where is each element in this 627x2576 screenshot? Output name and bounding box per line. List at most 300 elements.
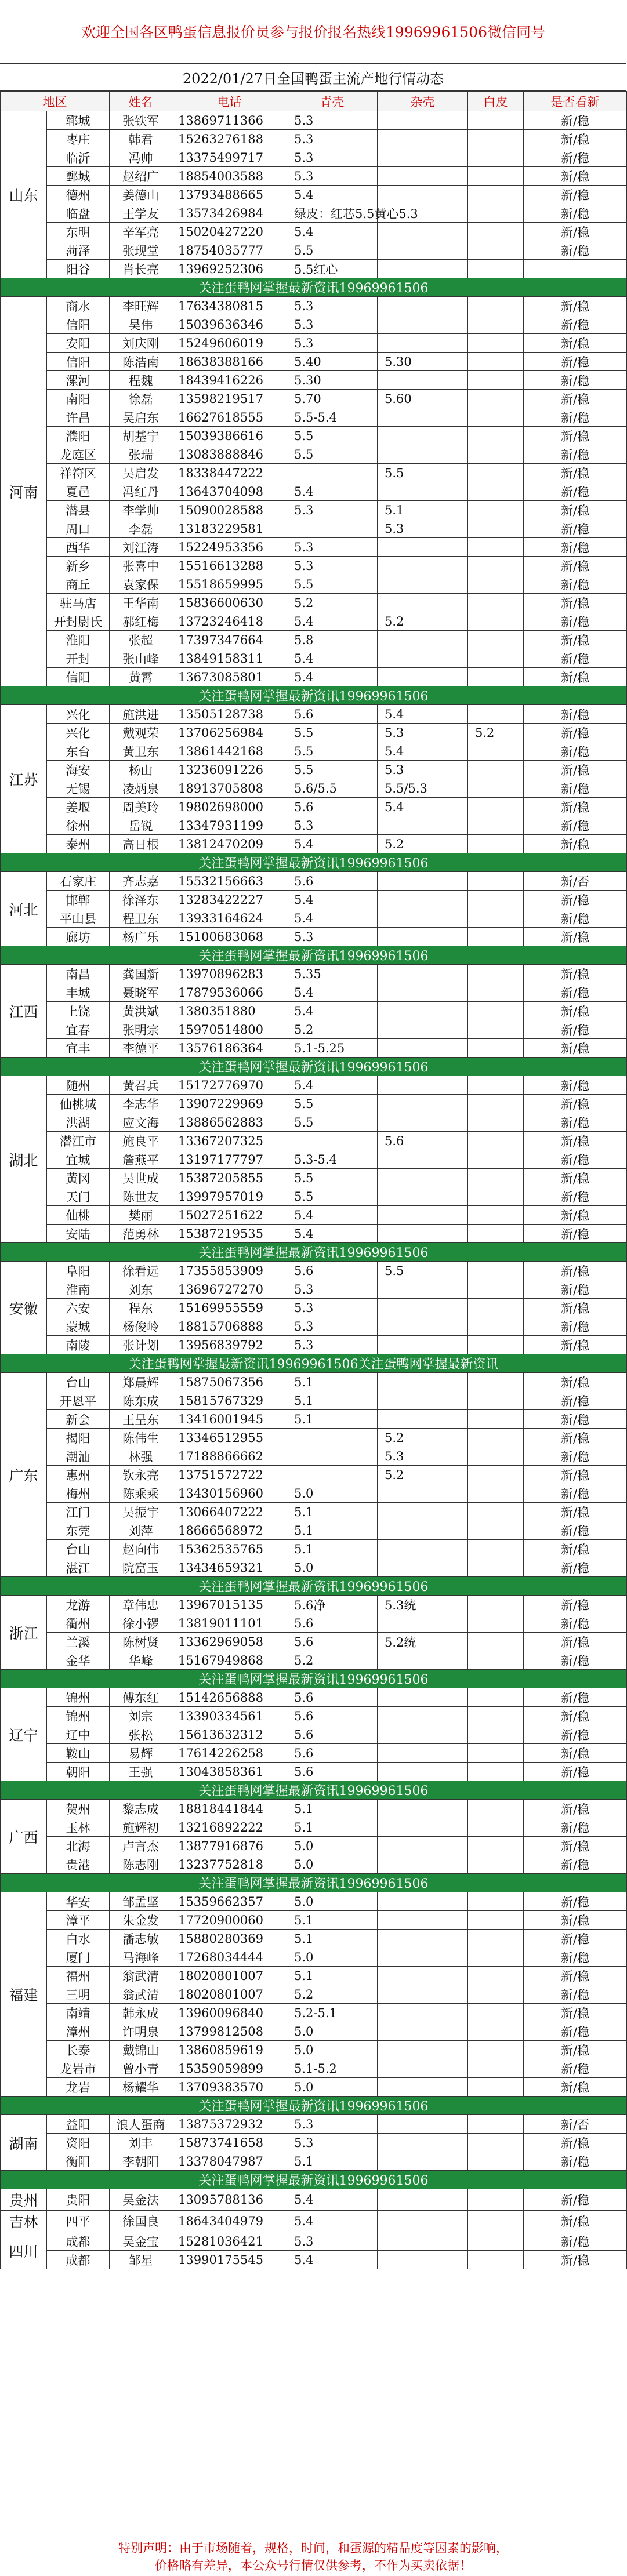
white-shell-price (468, 2059, 524, 2078)
status-cell: 新/稳 (524, 1187, 627, 1206)
status-cell: 新/稳 (524, 1076, 627, 1095)
white-shell-price (468, 408, 524, 427)
city-cell: 新会 (47, 1410, 110, 1429)
contact-name-cell: 李学帅 (110, 501, 172, 519)
mixed-shell-price (378, 1763, 468, 1781)
contact-name-cell: 吴金宝 (110, 2232, 172, 2251)
mixed-shell-price (378, 1095, 468, 1113)
contact-name-cell: 李磊 (110, 519, 172, 538)
phone-cell[interactable]: 13990175545 (172, 2251, 287, 2269)
phone-cell[interactable]: 13969252306 (172, 260, 287, 278)
green-shell-price: 5.6/5.5 (287, 779, 378, 798)
phone-cell[interactable]: 15027251622 (172, 1206, 287, 1225)
status-cell: 新/稳 (524, 1892, 627, 1911)
white-shell-price (468, 2115, 524, 2134)
phone-cell[interactable]: 13751572722 (172, 1466, 287, 1484)
city-cell: 枣庄 (47, 130, 110, 148)
notice-banner-row (1, 1874, 627, 1892)
green-shell-price: 5.2 (287, 594, 378, 612)
phone-cell[interactable]: 15249606019 (172, 334, 287, 353)
mixed-shell-price (378, 1225, 468, 1243)
phone-cell[interactable]: 15172776970 (172, 1076, 287, 1095)
contact-name-cell: 林强 (110, 1447, 172, 1466)
city-cell: 长泰 (47, 2041, 110, 2059)
mixed-shell-price (378, 1985, 468, 2004)
status-cell: 新/稳 (524, 1020, 627, 1039)
white-shell-price (468, 2134, 524, 2152)
phone-cell[interactable]: 13869711366 (172, 111, 287, 130)
table-header-row (1, 92, 627, 111)
table-row (1, 1744, 627, 1763)
city-cell: 德州 (47, 186, 110, 204)
green-shell-price: 5.4 (287, 2211, 378, 2232)
phone-cell[interactable]: 17614226258 (172, 1744, 287, 1763)
status-cell: 新/稳 (524, 1818, 627, 1837)
contact-name-cell: 朱金发 (110, 1911, 172, 1930)
phone-cell[interactable]: 13849158311 (172, 649, 287, 668)
white-shell-price (468, 1818, 524, 1837)
phone-cell[interactable]: 13043858361 (172, 1763, 287, 1781)
contact-name-cell: 冯红丹 (110, 482, 172, 501)
contact-name-cell: 邹孟坚 (110, 1892, 172, 1911)
phone-cell[interactable]: 13375499717 (172, 148, 287, 167)
phone-cell[interactable]: 15532156663 (172, 872, 287, 891)
white-shell-price (468, 2232, 524, 2251)
phone-cell[interactable]: 15020427220 (172, 223, 287, 241)
phone-cell[interactable]: 15875067356 (172, 1373, 287, 1391)
green-shell-price: 5.3 (287, 2232, 378, 2251)
city-cell: 揭阳 (47, 1429, 110, 1447)
white-shell-price (468, 575, 524, 594)
green-shell-price: 5.3 (287, 2134, 378, 2152)
green-shell-price: 5.4 (287, 2189, 378, 2211)
contact-name-cell: 黄召兵 (110, 1076, 172, 1095)
city-cell: 成都 (47, 2251, 110, 2269)
phone-cell[interactable]: 13236091226 (172, 761, 287, 779)
city-cell: 安陆 (47, 1225, 110, 1243)
header-phone: 电话 (172, 92, 287, 111)
phone-cell[interactable]: 17879536066 (172, 983, 287, 1002)
phone-cell[interactable]: 13083888846 (172, 445, 287, 464)
phone-cell[interactable]: 15359662357 (172, 1892, 287, 1911)
status-cell: 新/稳 (524, 1985, 627, 2004)
phone-cell[interactable]: 13362969058 (172, 1633, 287, 1651)
contact-name-cell: 刘庆刚 (110, 334, 172, 353)
phone-cell[interactable]: 15224953356 (172, 538, 287, 557)
phone-cell[interactable]: 18666568972 (172, 1521, 287, 1540)
contact-name-cell: 郝红梅 (110, 612, 172, 631)
notice-banner-row (1, 1243, 627, 1262)
table-row (1, 2022, 627, 2041)
phone-cell[interactable]: 13643704098 (172, 482, 287, 501)
region-cell: 广西 (1, 1800, 47, 1874)
phone-cell[interactable]: 15263276188 (172, 130, 287, 148)
city-cell: 三明 (47, 1985, 110, 2004)
phone-cell[interactable]: 13861442168 (172, 742, 287, 761)
white-shell-price (468, 891, 524, 909)
phone-cell[interactable]: 13799812508 (172, 2022, 287, 2041)
green-shell-price: 5.6 (287, 1763, 378, 1781)
green-shell-price: 5.1 (287, 1521, 378, 1540)
mixed-shell-price (378, 371, 468, 390)
status-cell: 新/稳 (524, 1169, 627, 1187)
table-row (1, 1466, 627, 1484)
contact-name-cell: 刘东 (110, 1280, 172, 1299)
table-row (1, 130, 627, 148)
phone-cell[interactable]: 15169955559 (172, 1299, 287, 1317)
phone-cell[interactable]: 13967015135 (172, 1596, 287, 1614)
mixed-shell-price (378, 1002, 468, 1020)
contact-name-cell: 聂晓军 (110, 983, 172, 1002)
region-cell: 河南 (1, 297, 47, 686)
contact-name-cell: 王强 (110, 1763, 172, 1781)
contact-name-cell: 袁家保 (110, 575, 172, 594)
phone-cell[interactable]: 15359059899 (172, 2059, 287, 2078)
phone-cell[interactable]: 15167949868 (172, 1651, 287, 1670)
status-cell: 新/稳 (524, 1855, 627, 1874)
white-shell-price (468, 1187, 524, 1206)
contact-name-cell: 张铁军 (110, 111, 172, 130)
green-shell-price: 5.5 (287, 445, 378, 464)
city-cell: 台山 (47, 1540, 110, 1558)
phone-cell[interactable]: 13416001945 (172, 1410, 287, 1429)
phone-cell[interactable]: 17397347664 (172, 631, 287, 649)
phone-cell[interactable]: 15387219535 (172, 1225, 287, 1243)
mixed-shell-price (378, 891, 468, 909)
phone-cell[interactable]: 15836600630 (172, 594, 287, 612)
phone-cell[interactable]: 13956839792 (172, 1336, 287, 1354)
contact-name-cell: 翁武清 (110, 1967, 172, 1985)
phone-cell[interactable]: 15516613288 (172, 557, 287, 575)
city-cell: 南阳 (47, 390, 110, 408)
table-row (1, 1725, 627, 1744)
phone-cell[interactable]: 18854003588 (172, 167, 287, 186)
green-shell-price: 5.1 (287, 1373, 378, 1391)
contact-name-cell: 翁武清 (110, 1985, 172, 2004)
notice-banner: 关注蛋鸭网掌握最新资讯19969961506 (1, 1243, 627, 1262)
table-row (1, 1521, 627, 1540)
table-row (1, 1299, 627, 1317)
region-cell: 贵州 (1, 2189, 47, 2211)
white-shell-price (468, 1039, 524, 1058)
phone-cell[interactable]: 19802698000 (172, 798, 287, 816)
phone-cell[interactable]: 18913705808 (172, 779, 287, 798)
contact-name-cell: 王学友 (110, 204, 172, 223)
phone-cell[interactable]: 13812470209 (172, 835, 287, 853)
phone-cell[interactable]: 15100683068 (172, 928, 287, 946)
white-shell-price (468, 2078, 524, 2097)
status-cell: 新/稳 (524, 779, 627, 798)
status-cell: 新/稳 (524, 928, 627, 946)
phone-cell[interactable]: 13907229969 (172, 1095, 287, 1113)
phone-cell[interactable]: 13237752818 (172, 1855, 287, 1874)
mixed-shell-price (378, 334, 468, 353)
table-row (1, 2134, 627, 2152)
phone-cell[interactable]: 13197177797 (172, 1150, 287, 1169)
phone-cell[interactable]: 18638388166 (172, 353, 287, 371)
status-cell: 新/稳 (524, 482, 627, 501)
phone-cell[interactable]: 15039636346 (172, 315, 287, 334)
contact-name-cell: 陈乘乘 (110, 1484, 172, 1503)
phone-cell[interactable]: 13860859619 (172, 2041, 287, 2059)
white-shell-price (468, 1763, 524, 1781)
city-cell: 周口 (47, 519, 110, 538)
phone-cell[interactable]: 13997957019 (172, 1187, 287, 1206)
status-cell: 新/稳 (524, 464, 627, 482)
status-cell: 新/稳 (524, 427, 627, 445)
green-shell-price: 5.5 (287, 742, 378, 761)
mixed-shell-price (378, 575, 468, 594)
phone-cell[interactable]: 13283422227 (172, 891, 287, 909)
mixed-shell-price (378, 1911, 468, 1930)
green-shell-price: 5.5 (287, 1095, 378, 1113)
phone-cell[interactable]: 13673085801 (172, 668, 287, 686)
city-cell: 信阳 (47, 668, 110, 686)
mixed-shell-price (378, 241, 468, 260)
white-shell-price (468, 649, 524, 668)
phone-cell[interactable]: 13430156960 (172, 1484, 287, 1503)
contact-name-cell: 李旺辉 (110, 297, 172, 315)
phone-cell[interactable]: 15142656888 (172, 1688, 287, 1707)
phone-cell[interactable]: 13875372932 (172, 2115, 287, 2134)
city-cell: 东莞 (47, 1521, 110, 1540)
mixed-shell-price (378, 649, 468, 668)
phone-cell[interactable]: 15362535765 (172, 1540, 287, 1558)
phone-cell[interactable]: 13378047987 (172, 2152, 287, 2171)
page-title (0, 64, 626, 91)
notice-banner: 关注蛋鸭网掌握最新资讯19969961506 (1, 686, 627, 705)
phone-cell[interactable]: 13434659321 (172, 1558, 287, 1577)
status-cell: 新/稳 (524, 1150, 627, 1169)
city-cell: 西华 (47, 538, 110, 557)
phone-cell[interactable]: 18338447222 (172, 464, 287, 482)
white-shell-price (468, 1466, 524, 1484)
table-row (1, 1002, 627, 1020)
city-cell: 安阳 (47, 334, 110, 353)
contact-name-cell: 陈浩南 (110, 353, 172, 371)
status-cell: 新/稳 (524, 538, 627, 557)
white-shell-price (468, 1225, 524, 1243)
phone-cell[interactable]: 15970514800 (172, 1020, 287, 1039)
phone-cell[interactable]: 18020801007 (172, 1985, 287, 2004)
contact-name-cell: 许明泉 (110, 2022, 172, 2041)
region-cell: 安徽 (1, 1262, 47, 1354)
phone-cell[interactable]: 18020801007 (172, 1967, 287, 1985)
mixed-shell-price (378, 538, 468, 557)
phone-cell[interactable]: 18815706888 (172, 1317, 287, 1336)
status-cell: 新/稳 (524, 1132, 627, 1150)
city-cell: 随州 (47, 1076, 110, 1095)
white-shell-price (468, 983, 524, 1002)
green-shell-price: 5.6 (287, 1688, 378, 1707)
phone-cell[interactable]: 13216892222 (172, 1818, 287, 1837)
table-row (1, 928, 627, 946)
mixed-shell-price (378, 2115, 468, 2134)
status-cell: 新/稳 (524, 1967, 627, 1985)
phone-cell[interactable]: 15613632312 (172, 1725, 287, 1744)
phone-cell[interactable]: 13095788136 (172, 2189, 287, 2211)
notice-banner: 关注蛋鸭网掌握最新资讯19969961506 (1, 853, 627, 872)
status-cell: 新/稳 (524, 1262, 627, 1280)
phone-cell[interactable]: 17268034444 (172, 1948, 287, 1967)
mixed-shell-price: 5.5 (378, 464, 468, 482)
phone-cell[interactable]: 13598219517 (172, 390, 287, 408)
phone-cell[interactable]: 13183229581 (172, 519, 287, 538)
green-shell-price: 5.6 (287, 1744, 378, 1763)
phone-cell[interactable]: 17355853909 (172, 1262, 287, 1280)
white-shell-price (468, 148, 524, 167)
phone-cell[interactable]: 17188866662 (172, 1447, 287, 1466)
green-shell-price: 5.5 (287, 575, 378, 594)
contact-name-cell: 赵绍广 (110, 167, 172, 186)
contact-name-cell: 李德平 (110, 1039, 172, 1058)
phone-cell[interactable]: 18754035777 (172, 241, 287, 260)
contact-name-cell: 徐磊 (110, 390, 172, 408)
status-cell: 新/稳 (524, 612, 627, 631)
status-cell: 新/稳 (524, 2189, 627, 2211)
mixed-shell-price (378, 631, 468, 649)
mixed-shell-price: 5.60 (378, 390, 468, 408)
phone-cell[interactable]: 13573426984 (172, 204, 287, 223)
green-shell-price: 5.2 (287, 1985, 378, 2004)
white-shell-price (468, 1688, 524, 1707)
status-cell: 新/稳 (524, 1447, 627, 1466)
status-cell: 新/稳 (524, 1206, 627, 1225)
city-cell: 驻马店 (47, 594, 110, 612)
status-cell: 新/稳 (524, 1744, 627, 1763)
notice-banner-row (1, 686, 627, 705)
header-name: 姓名 (110, 92, 172, 111)
white-shell-price (468, 2189, 524, 2211)
phone-cell[interactable]: 18439416226 (172, 371, 287, 390)
green-shell-price: 5.5 (287, 1187, 378, 1206)
status-cell: 新/稳 (524, 1633, 627, 1651)
phone-cell[interactable]: 13576186364 (172, 1039, 287, 1058)
phone-cell[interactable]: 13819011101 (172, 1614, 287, 1633)
white-shell-price (468, 1076, 524, 1095)
phone-cell[interactable]: 13886562883 (172, 1113, 287, 1132)
phone-cell[interactable]: 15518659995 (172, 575, 287, 594)
status-cell: 新/稳 (524, 1837, 627, 1855)
mixed-shell-price (378, 1540, 468, 1558)
city-cell: 宜春 (47, 1020, 110, 1039)
white-shell-price (468, 1113, 524, 1132)
contact-name-cell: 肖长亮 (110, 260, 172, 278)
phone-cell[interactable]: 15281036421 (172, 2232, 287, 2251)
mixed-shell-price (378, 1391, 468, 1410)
city-cell: 郓城 (47, 111, 110, 130)
city-cell: 兴化 (47, 724, 110, 742)
contact-name-cell: 陈志刚 (110, 1855, 172, 1874)
phone-cell[interactable]: 13723246418 (172, 612, 287, 631)
green-shell-price: 5.3 (287, 2115, 378, 2134)
status-cell: 新/稳 (524, 297, 627, 315)
contact-name-cell: 齐志嘉 (110, 872, 172, 891)
phone-cell[interactable]: 13367207325 (172, 1132, 287, 1150)
table-row (1, 705, 627, 724)
mixed-shell-price: 5.3 (378, 1447, 468, 1466)
city-cell: 益阳 (47, 2115, 110, 2134)
white-shell-price (468, 1410, 524, 1429)
phone-cell[interactable]: 17720900060 (172, 1911, 287, 1930)
white-shell-price (468, 371, 524, 390)
notice-banner-row (1, 1577, 627, 1596)
phone-cell[interactable]: 17634380815 (172, 297, 287, 315)
contact-name-cell: 施良平 (110, 1132, 172, 1150)
phone-cell[interactable]: 13347931199 (172, 816, 287, 835)
phone-cell[interactable]: 13696727270 (172, 1280, 287, 1299)
phone-cell[interactable]: 15880280369 (172, 1930, 287, 1948)
mixed-shell-price: 5.1 (378, 501, 468, 519)
status-cell: 新/稳 (524, 724, 627, 742)
phone-cell[interactable]: 15873741658 (172, 2134, 287, 2152)
green-shell-price: 5.4 (287, 1206, 378, 1225)
white-shell-price (468, 501, 524, 519)
phone-cell[interactable]: 16627618555 (172, 408, 287, 427)
table-row (1, 353, 627, 371)
status-cell: 新/稳 (524, 1429, 627, 1447)
table-row (1, 1800, 627, 1818)
status-cell: 新/稳 (524, 2211, 627, 2232)
white-shell-price (468, 1521, 524, 1540)
phone-cell[interactable]: 13970896283 (172, 965, 287, 983)
white-shell-price (468, 909, 524, 928)
phone-cell[interactable]: 15039386616 (172, 427, 287, 445)
green-shell-price: 5.4 (287, 223, 378, 241)
white-shell-price (468, 167, 524, 186)
table-row (1, 1076, 627, 1095)
green-shell-price: 5.4 (287, 1076, 378, 1095)
phone-cell[interactable]: 13066407222 (172, 1503, 287, 1521)
phone-cell[interactable]: 18818441844 (172, 1800, 287, 1818)
notice-banner-row (1, 2171, 627, 2189)
green-shell-price: 5.3 (287, 334, 378, 353)
phone-cell[interactable]: 13390334561 (172, 1707, 287, 1725)
table-row (1, 1633, 627, 1651)
phone-cell[interactable]: 1380351880 (172, 1002, 287, 1020)
white-shell-price (468, 1800, 524, 1818)
region-cell: 湖北 (1, 1076, 47, 1243)
phone-cell[interactable]: 15815767329 (172, 1391, 287, 1410)
city-cell: 阳谷 (47, 260, 110, 278)
city-cell: 上饶 (47, 1002, 110, 1020)
status-cell: 新/稳 (524, 408, 627, 427)
phone-cell[interactable]: 13877916876 (172, 1837, 287, 1855)
phone-cell[interactable]: 13709383570 (172, 2078, 287, 2097)
contact-name-cell: 张瑞 (110, 445, 172, 464)
phone-cell[interactable]: 13960096840 (172, 2004, 287, 2022)
white-shell-price (468, 1596, 524, 1614)
phone-cell[interactable]: 13346512955 (172, 1429, 287, 1447)
phone-cell[interactable]: 13505128738 (172, 705, 287, 724)
phone-cell[interactable]: 13793488665 (172, 186, 287, 204)
contact-name-cell: 吴启东 (110, 408, 172, 427)
table-row (1, 724, 627, 742)
contact-name-cell: 吴伟 (110, 315, 172, 334)
mixed-shell-price (378, 1503, 468, 1521)
mixed-shell-price (378, 315, 468, 334)
table-row (1, 1206, 627, 1225)
status-cell: 新/稳 (524, 334, 627, 353)
mixed-shell-price (378, 1614, 468, 1633)
white-shell-price (468, 1150, 524, 1169)
phone-cell[interactable]: 13933164624 (172, 909, 287, 928)
phone-cell[interactable]: 13706256984 (172, 724, 287, 742)
phone-cell[interactable]: 15387205855 (172, 1169, 287, 1187)
phone-cell[interactable]: 15090028588 (172, 501, 287, 519)
phone-cell[interactable]: 18643404979 (172, 2211, 287, 2232)
table-row (1, 835, 627, 853)
